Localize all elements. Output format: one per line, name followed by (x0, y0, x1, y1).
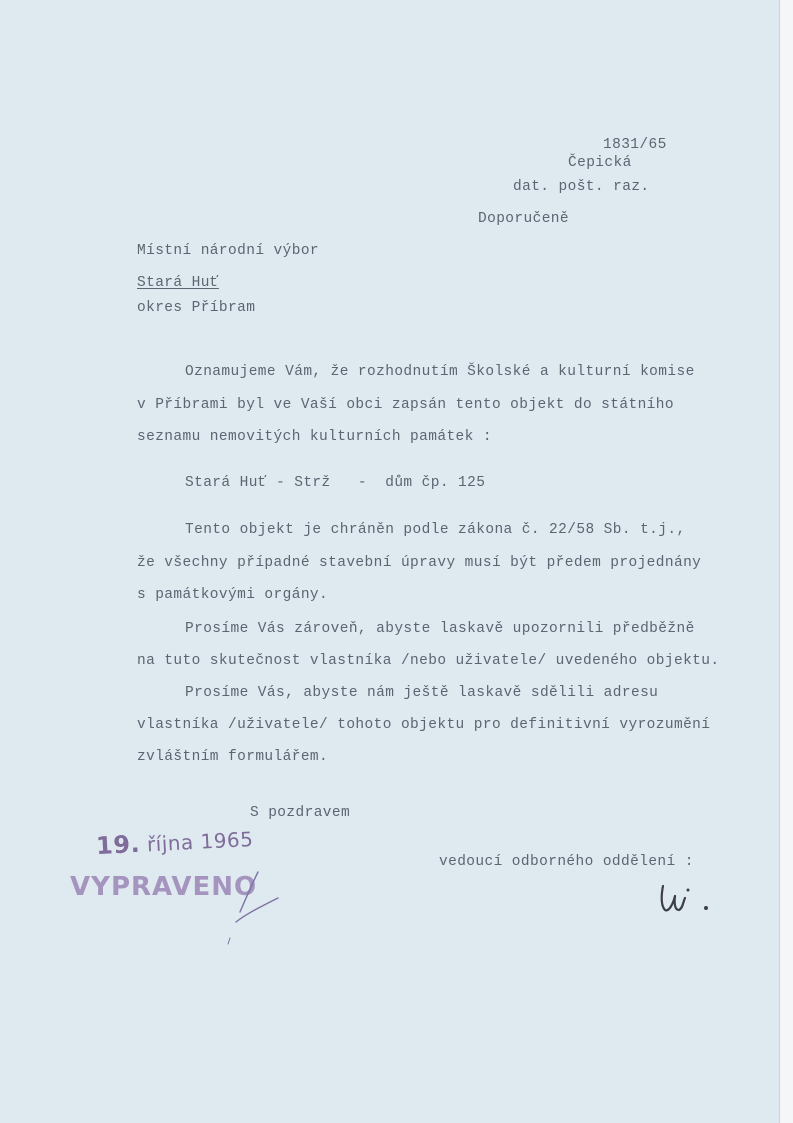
paragraph-4-line-1: Prosíme Vás, abyste nám ještě laskavě sdělili adresu (185, 685, 659, 701)
paragraph-1-line-1: Oznamujeme Vám, že rozhodnutím Školské a kulturní komise (185, 364, 695, 380)
dispatched-stamp: VYPRAVENO (70, 872, 258, 902)
object-line: Stará Huť - Strž - dům čp. 125 (185, 475, 486, 491)
delivery-type: Doporučeně (478, 211, 570, 227)
paragraph-1-line-2: v Příbrami byl ve Vaší obci zapsán tento objekt do státního (137, 397, 674, 413)
stamp-day: 19. (95, 829, 141, 861)
scan-edge (780, 0, 793, 1123)
date-line: dat. pošt. raz. (513, 179, 650, 195)
signature-mark (655, 878, 715, 918)
paragraph-1-line-3: seznamu nemovitých kulturních památek : (137, 429, 492, 445)
official-name: Čepická (568, 155, 632, 171)
recipient-line-2: Stará Huť (137, 275, 219, 291)
stamp-month-year: října 1965 (146, 826, 254, 857)
reference-number: 1831/65 (603, 137, 667, 153)
closing-greeting: S pozdravem (250, 805, 351, 821)
paragraph-4-line-2: vlastníka /uživatele/ tohoto objektu pro definitivní vyrozumění (137, 717, 711, 733)
paragraph-3-line-2: na tuto skutečnost vlastníka /nebo uživatele/ uvedeného objektu. (137, 653, 720, 669)
paragraph-2-line-3: s památkovými orgány. (137, 587, 329, 603)
paragraph-3-line-1: Prosíme Vás zároveň, abyste laskavě upozornili předběžně (185, 621, 695, 637)
signatory-title: vedoucí odborného oddělení : (439, 854, 694, 870)
recipient-line-1: Místní národní výbor (137, 243, 320, 259)
paragraph-4-line-3: zvláštním formulářem. (137, 749, 329, 765)
paragraph-2-line-1: Tento objekt je chráněn podle zákona č. 22/58 Sb. t.j., (185, 522, 686, 538)
paragraph-2-line-2: že všechny případné stavební úpravy musí být předem projednány (137, 555, 702, 571)
recipient-line-3: okres Příbram (137, 300, 256, 316)
stamp-initials (218, 868, 288, 948)
